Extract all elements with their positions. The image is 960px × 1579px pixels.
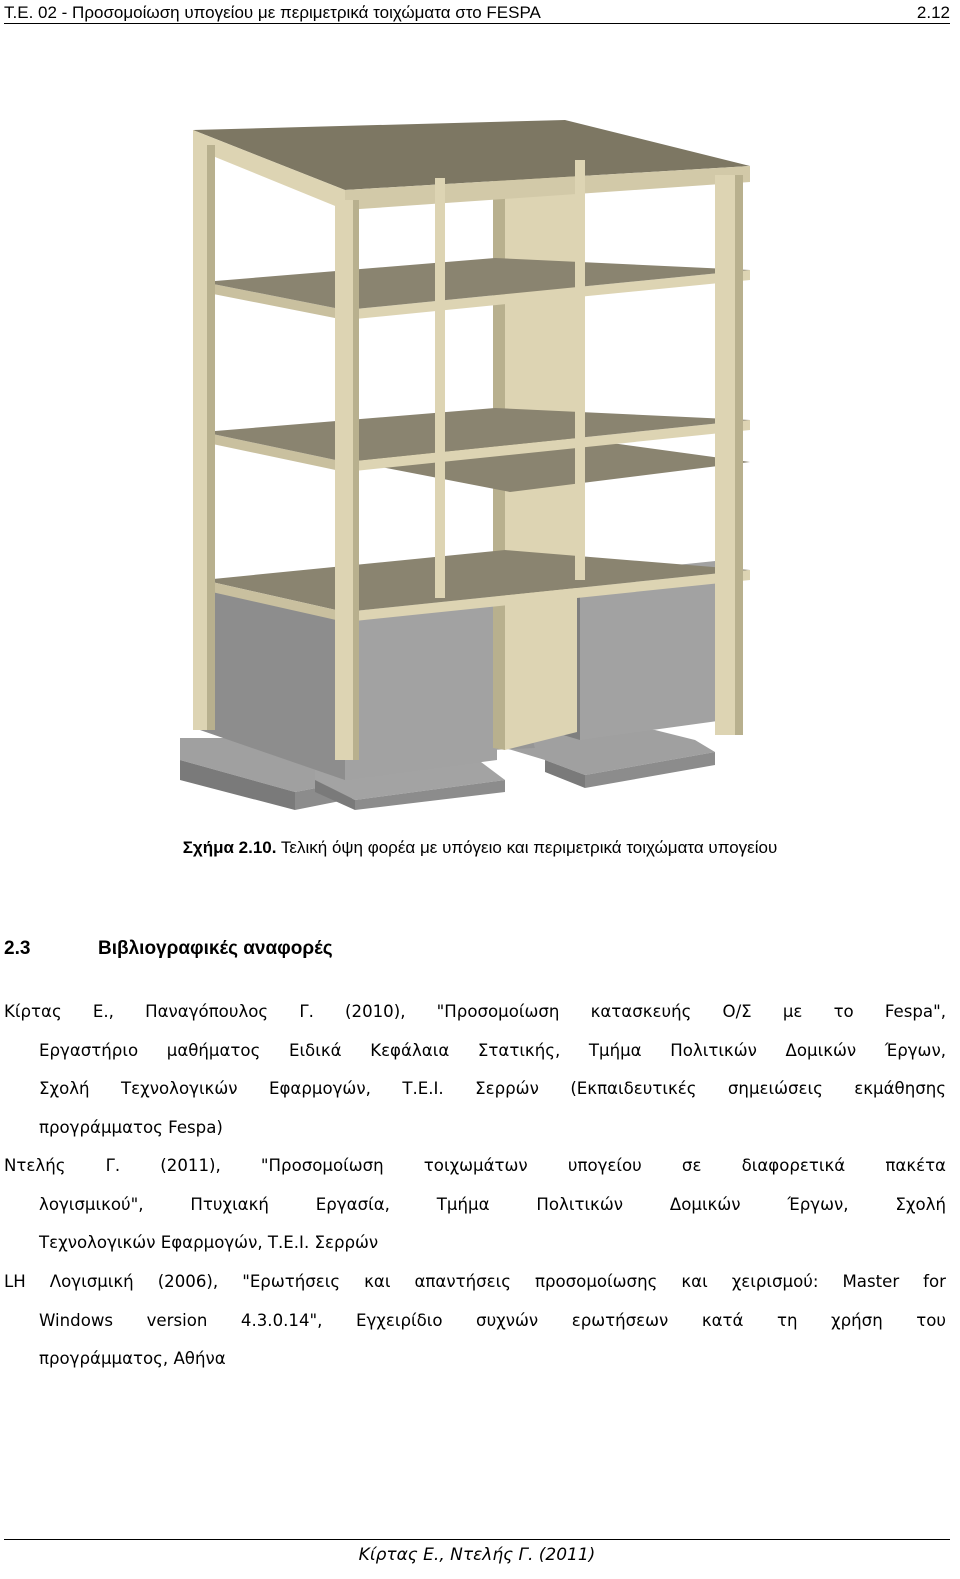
- section-title: Βιβλιογραφικές αναφορές: [98, 938, 333, 959]
- reference-line: προγράμματος, Αθήνα: [39, 1349, 226, 1368]
- reference-entry: [4, 1147, 946, 1263]
- reference-line: προγράμματος Fespa): [39, 1117, 223, 1137]
- reference-line: Εργαστήριο μαθήματος Ειδικά Κεφάλαια Στατικής, Τμήμα Πολιτικών Δομικών Έργων,: [39, 1040, 946, 1060]
- footer-text: Κίρτας Ε., Ντελής Γ. (2011): [358, 1545, 596, 1565]
- caption-text: Τελική όψη φορέα με υπόγειο και περιμετρικά τοιχώματα υπογείου: [280, 838, 778, 857]
- section-number: 2.3: [4, 938, 31, 959]
- caption-label: Σχήμα 2.10.: [182, 838, 277, 857]
- building-3d-figure: [175, 120, 765, 820]
- reference-line: Ντελής Γ. (2011), "Προσομοίωση τοιχωμάτων υπογείου σε διαφορετικά πακέτα: [4, 1156, 946, 1175]
- reference-line: λογισμικού", Πτυχιακή Εργασία, Τμήμα Πολιτικών Δομικών Έργων, Σχολή: [39, 1194, 946, 1214]
- header-title: Τ.Ε. 02 - Προσομοίωση υπογείου με περιμετρικά τοιχώματα στο FESPA: [4, 3, 541, 22]
- reference-line: Τεχνολογικών Εφαρμογών, Τ.Ε.Ι. Σερρών: [39, 1233, 379, 1252]
- reference-line: Σχολή Τεχνολογικών Εφαρμογών, Τ.Ε.Ι. Σερρών (Εκπαιδευτικές σημειώσεις εκμάθησης: [39, 1079, 946, 1098]
- section-heading: [4, 936, 333, 962]
- page-footer: [4, 1539, 950, 1570]
- reference-entry: [4, 993, 946, 1147]
- figure-caption: [0, 836, 960, 860]
- reference-entry: [4, 1263, 946, 1379]
- floor-slabs: [193, 120, 750, 622]
- reference-line: Κίρτας Ε., Παναγόπουλος Γ. (2010), "Προσομοίωση κατασκευής Ο/Σ με το Fespa",: [4, 1002, 946, 1021]
- reference-line: Windows version 4.3.0.14", Εγχειρίδιο συχνών ερωτήσεων κατά τη χρήση του: [39, 1310, 946, 1330]
- header-page-number: 2.12: [916, 3, 950, 22]
- page-header: [4, 2, 950, 24]
- reference-line: LH Λογισμική (2006), "Ερωτήσεις και απαντήσεις προσομοίωσης και χειρισμού: Master for: [4, 1272, 946, 1291]
